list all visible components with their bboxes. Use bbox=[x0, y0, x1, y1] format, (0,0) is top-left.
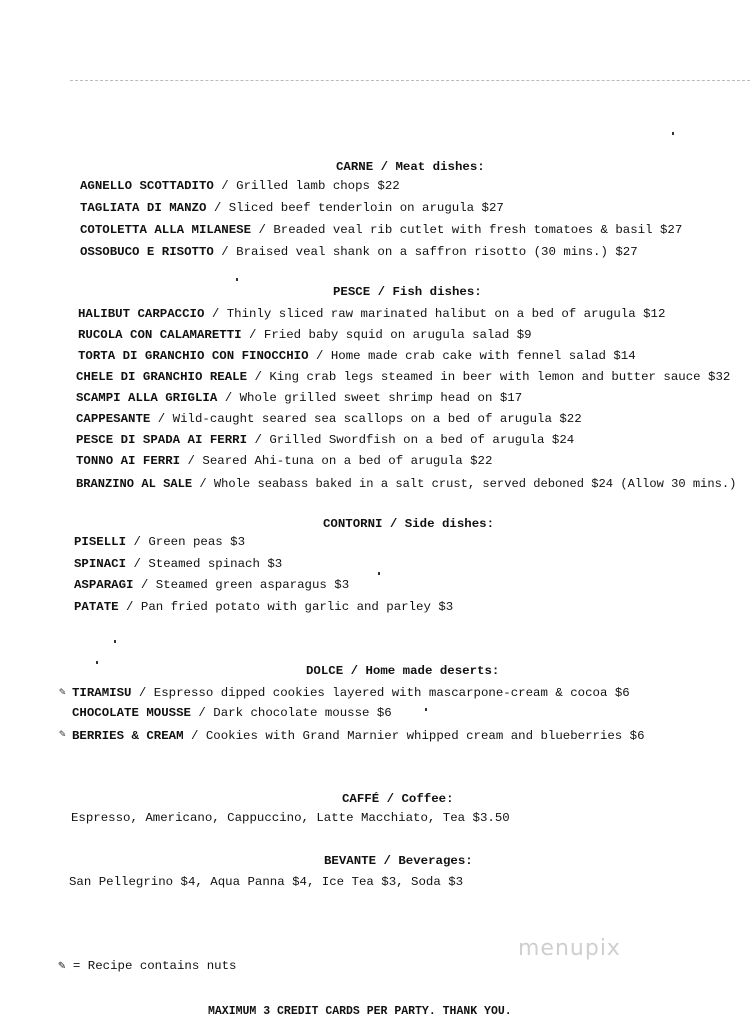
menu-item bbox=[72, 729, 645, 743]
item-name: BRANZINO AL SALE bbox=[76, 477, 193, 491]
menu-item bbox=[80, 223, 682, 237]
item-name: TIRAMISU bbox=[72, 686, 132, 700]
item-name: SCAMPI ALLA GRIGLIA bbox=[76, 391, 218, 405]
item-name: OSSOBUCO E RISOTTO bbox=[80, 245, 214, 259]
menu-item bbox=[78, 328, 532, 342]
scan-speck bbox=[236, 278, 238, 281]
item-name: PESCE DI SPADA AI FERRI bbox=[76, 433, 248, 447]
item-desc: / Cookies with Grand Marnier whipped cream and blueberries $6 bbox=[183, 729, 645, 743]
menu-item bbox=[78, 349, 636, 363]
menu-item bbox=[74, 535, 245, 549]
item-name: CHOCOLATE MOUSSE bbox=[72, 706, 191, 720]
watermark-logo: menupix bbox=[518, 936, 621, 961]
coffee-list: Espresso, Americano, Cappuccino, Latte Macchiato, Tea $3.50 bbox=[71, 811, 510, 825]
item-name: COTOLETTA ALLA MILANESE bbox=[80, 223, 252, 237]
section-title-pesce: PESCE / Fish dishes: bbox=[333, 285, 482, 299]
item-name: HALIBUT CARPACCIO bbox=[78, 307, 205, 321]
item-desc: / Pan fried potato with garlic and parley $3 bbox=[118, 600, 454, 614]
beverage-list: San Pellegrino $4, Aqua Panna $4, Ice Tea $3, Soda $3 bbox=[69, 875, 464, 889]
section-title-bevante: BEVANTE / Beverages: bbox=[324, 854, 473, 868]
item-desc: / King crab legs steamed in beer with lemon and butter sauce $32 bbox=[247, 370, 731, 384]
scan-speck bbox=[425, 708, 427, 711]
item-name: PATATE bbox=[74, 600, 119, 614]
nut-warning-icon: ✎ bbox=[59, 687, 66, 699]
section-title-dolce: DOLCE / Home made deserts: bbox=[306, 664, 500, 678]
item-desc: / Whole seabass baked in a salt crust, served deboned $24 (Allow 30 mins.) bbox=[192, 477, 737, 491]
item-name: TONNO AI FERRI bbox=[76, 454, 181, 468]
item-desc: / Dark chocolate mousse $6 bbox=[190, 706, 392, 720]
footer-notice: MAXIMUM 3 CREDIT CARDS PER PARTY. THANK YOU. bbox=[208, 1005, 512, 1018]
menu-item bbox=[74, 600, 453, 614]
menu-item bbox=[76, 412, 582, 426]
section-title-caffe: CAFFÉ / Coffee: bbox=[342, 792, 454, 806]
item-name: ASPARAGI bbox=[74, 578, 134, 592]
nut-warning-icon: ✎ bbox=[59, 729, 66, 741]
section-title-contorni: CONTORNI / Side dishes: bbox=[323, 517, 495, 531]
menu-item bbox=[76, 454, 492, 468]
item-desc: / Green peas $3 bbox=[126, 535, 246, 549]
item-name: CHELE DI GRANCHIO REALE bbox=[76, 370, 248, 384]
item-desc: / Sliced beef tenderloin on arugula $27 bbox=[206, 201, 504, 215]
item-desc: / Home made crab cake with fennel salad $14 bbox=[308, 349, 636, 363]
item-desc: / Thinly sliced raw marinated halibut on a bed of arugula $12 bbox=[204, 307, 666, 321]
menu-item bbox=[78, 307, 665, 321]
menu-item bbox=[80, 179, 400, 193]
item-name: SPINACI bbox=[74, 557, 127, 571]
item-desc: / Whole grilled sweet shrimp head on $17 bbox=[217, 391, 523, 405]
item-desc: / Seared Ahi-tuna on a bed of arugula $22 bbox=[180, 454, 493, 468]
menu-item bbox=[72, 706, 392, 720]
scan-speck bbox=[114, 640, 116, 643]
item-name: TAGLIATA DI MANZO bbox=[80, 201, 207, 215]
item-name: RUCOLA CON CALAMARETTI bbox=[78, 328, 242, 342]
scan-artifact-line bbox=[70, 80, 750, 82]
item-desc: / Wild-caught seared sea scallops on a bed of arugula $22 bbox=[150, 412, 582, 426]
menu-item bbox=[74, 557, 282, 571]
section-title-carne: CARNE / Meat dishes: bbox=[336, 160, 485, 174]
menu-item bbox=[74, 578, 349, 592]
item-desc: / Espresso dipped cookies layered with mascarpone-cream & cocoa $6 bbox=[131, 686, 630, 700]
nuts-legend: ✎ = Recipe contains nuts bbox=[58, 959, 237, 973]
scan-speck bbox=[96, 661, 98, 664]
item-desc: / Fried baby squid on arugula salad $9 bbox=[241, 328, 532, 342]
item-name: CAPPESANTE bbox=[76, 412, 151, 426]
scan-speck bbox=[378, 572, 380, 575]
item-name: AGNELLO SCOTTADITO bbox=[80, 179, 214, 193]
item-desc: / Steamed spinach $3 bbox=[126, 557, 283, 571]
scan-speck bbox=[672, 132, 674, 135]
item-name: TORTA DI GRANCHIO CON FINOCCHIO bbox=[78, 349, 309, 363]
menu-item bbox=[76, 477, 736, 491]
item-desc: / Braised veal shank on a saffron risotto (30 mins.) $27 bbox=[213, 245, 638, 259]
menu-item bbox=[80, 245, 638, 259]
menu-item bbox=[76, 433, 574, 447]
menu-item bbox=[76, 370, 730, 384]
item-name: BERRIES & CREAM bbox=[72, 729, 184, 743]
item-desc: / Steamed green asparagus $3 bbox=[133, 578, 350, 592]
menu-item bbox=[80, 201, 504, 215]
item-desc: / Grilled Swordfish on a bed of arugula $24 bbox=[247, 433, 575, 447]
item-desc: / Grilled lamb chops $22 bbox=[213, 179, 400, 193]
menu-item bbox=[72, 686, 630, 700]
item-name: PISELLI bbox=[74, 535, 127, 549]
item-desc: / Breaded veal rib cutlet with fresh tomatoes & basil $27 bbox=[251, 223, 683, 237]
menu-item bbox=[76, 391, 522, 405]
